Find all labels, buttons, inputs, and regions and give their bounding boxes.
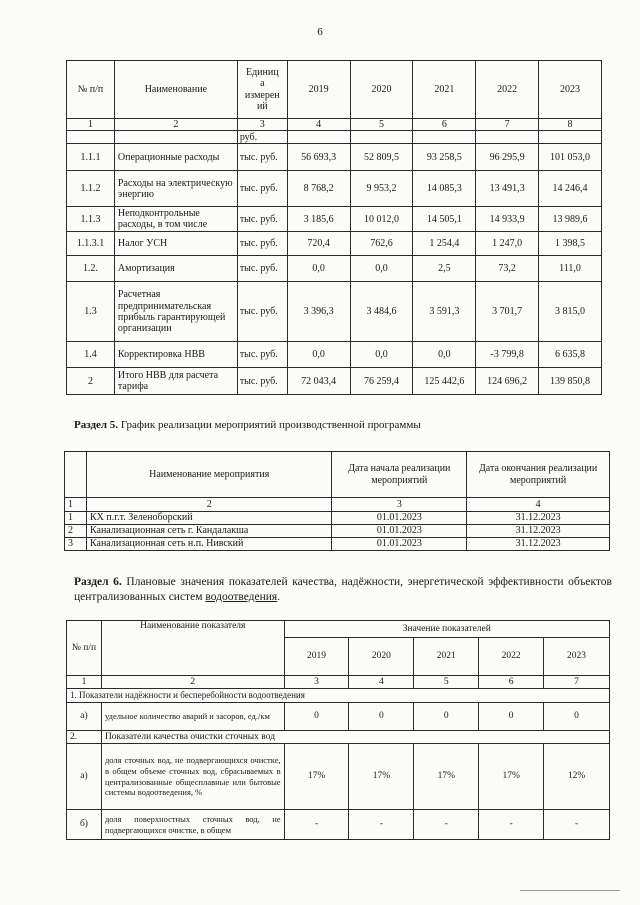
value-2023: 0 [544,703,610,731]
row-name [114,131,237,144]
row-num: 2 [67,368,115,395]
col-number: 7 [476,119,539,131]
col-number: 8 [539,119,602,131]
table-header-row [67,621,610,638]
value-2019: 0,0 [287,342,350,368]
row-num: 2 [65,525,87,538]
section-6-title-underlined: водоотведения [205,590,278,603]
value-2021: 0,0 [413,342,476,368]
value-2019: 8 768,2 [287,171,350,207]
value-2022: 73,2 [476,256,539,282]
value-2020: 0,0 [350,256,413,282]
value-2023: 139 850,8 [539,368,602,395]
value-2020: 0,0 [350,342,413,368]
header-cell-unit [237,61,287,119]
row-num: 1.2. [67,256,115,282]
col-number: 3 [237,119,287,131]
column-number-row [65,498,610,512]
col-number: 4 [349,676,414,689]
value-2020: 17% [349,744,414,810]
row-name: доля сточных вод, не подвергающихся очистке, в общем объеме сточных вод, сбрасываемых в централизованные общесплавные или бытовые системы водоотведения, % [101,744,284,810]
row-start-date: 01.01.2023 [332,538,467,551]
col-number: 4 [287,119,350,131]
row-name: Канализационная сеть г. Кандалакша [86,525,331,538]
col-number: 2 [114,119,237,131]
schedule-table [64,451,610,551]
row-num: 1.3 [67,282,115,342]
value-2019: 3 396,3 [287,282,350,342]
value-2019: 3 185,6 [287,207,350,232]
row-unit: тыс. руб. [237,232,287,256]
section-1-title: 1. Показатели надёжности и бесперебойности водоотведения [67,689,610,703]
row-unit: тыс. руб. [237,256,287,282]
value-2022: 13 491,3 [476,171,539,207]
col-number: 3 [284,676,349,689]
table-row [67,810,610,840]
value-2021 [413,131,476,144]
table-row [67,703,610,731]
value-2022: 14 933,9 [476,207,539,232]
year-cell: 2023 [544,638,610,676]
value-2021: 1 254,4 [413,232,476,256]
row-num: 1.1.3 [67,207,115,232]
value-2023: 6 635,8 [539,342,602,368]
row-name: Канализационная сеть н.п. Нивский [86,538,331,551]
header-unit-line: Единиц [245,67,279,79]
header-cell: Дата начала реализации мероприятий [332,452,467,498]
header-cell: Наименование мероприятия [86,452,331,498]
value-2022: 0 [479,703,544,731]
value-2023: 111,0 [539,256,602,282]
table-row [65,525,610,538]
value-2023: 101 053,0 [539,144,602,171]
table-row [65,512,610,525]
value-2019: 72 043,4 [287,368,350,395]
header-cell: 2023 [539,61,602,119]
col-number: 7 [544,676,610,689]
value-2022: - [479,810,544,840]
value-2021: 0 [414,703,479,731]
row-num: а) [67,703,102,731]
value-2019: 720,4 [287,232,350,256]
col-number: 5 [414,676,479,689]
value-2019: 17% [284,744,349,810]
column-number-row [67,676,610,689]
value-2022: 1 247,0 [476,232,539,256]
col-number: 6 [479,676,544,689]
section-2-num: 2. [67,731,102,744]
header-cell: Наименование [114,61,237,119]
header-cell: 2021 [413,61,476,119]
row-start-date: 01.01.2023 [332,525,467,538]
row-name: Расчетная предпринимательская прибыль гарантирующей организации [114,282,237,342]
section-row [67,689,610,703]
row-name: Амортизация [114,256,237,282]
table-row [67,342,602,368]
header-cell: Дата окончания реализации мероприятий [467,452,610,498]
row-name: Расходы на электрическую энергию [114,171,237,207]
value-2023: 13 989,6 [539,207,602,232]
col-number: 2 [101,676,284,689]
value-2021: 17% [414,744,479,810]
col-number: 3 [332,498,467,512]
header-cell: 2022 [476,61,539,119]
table-row [67,744,610,810]
row-name: доля поверхностных сточных вод, не подвергающихся очистке, в общем [101,810,284,840]
value-2023: 3 815,0 [539,282,602,342]
value-2023: 1 398,5 [539,232,602,256]
row-end-date: 31.12.2023 [467,538,610,551]
value-2021: 93 258,5 [413,144,476,171]
value-2023: - [544,810,610,840]
col-number: 1 [67,676,102,689]
year-cell: 2019 [284,638,349,676]
row-end-date: 31.12.2023 [467,512,610,525]
header-cell-values: Значение показателей [284,621,609,638]
row-name: КХ п.г.т. Зеленоборский [86,512,331,525]
table-row-total [67,368,602,395]
row-name: Корректировка НВВ [114,342,237,368]
row-unit: тыс. руб. [237,207,287,232]
col-number: 1 [65,498,87,512]
value-2021: 14 085,3 [413,171,476,207]
value-2020: 52 809,5 [350,144,413,171]
value-2022: 124 696,2 [476,368,539,395]
section-6-heading [74,575,612,605]
col-number: 1 [67,119,115,131]
col-number: 6 [413,119,476,131]
row-unit: тыс. руб. [237,342,287,368]
section-5-heading [74,418,614,432]
table-row [67,256,602,282]
table-row [67,144,602,171]
row-name: Неподконтрольные расходы, в том числе [114,207,237,232]
row-num: 1.1.3.1 [67,232,115,256]
row-unit: тыс. руб. [237,282,287,342]
table-row [67,282,602,342]
row-unit: тыс. руб. [237,144,287,171]
header-cell [65,452,87,498]
value-2023: 12% [544,744,610,810]
row-num: а) [67,744,102,810]
row-name: Итого НВВ для расчета тарифа [114,368,237,395]
section-6-title-end: . [277,590,281,603]
year-cell: 2021 [414,638,479,676]
table-row [65,538,610,551]
header-cell: № п/п [67,61,115,119]
row-unit: руб. [237,131,287,144]
value-2022: 96 295,9 [476,144,539,171]
value-2023: 14 246,4 [539,171,602,207]
year-cell: 2022 [479,638,544,676]
row-name: Налог УСН [114,232,237,256]
value-2021: 2,5 [413,256,476,282]
row-num: 1.4 [67,342,115,368]
year-cell: 2020 [349,638,414,676]
value-2020: 9 953,2 [350,171,413,207]
table-row [67,171,602,207]
row-num: 1.1.1 [67,144,115,171]
section-6-title: Плановые значения показателей качества, надёжности, энергетической эффективности объектов централизованных систем [74,576,612,603]
header-unit-line: ий [256,100,268,112]
header-cell: 2019 [287,61,350,119]
col-number: 2 [86,498,331,512]
section-2-title: Показатели качества очистки сточных вод [101,731,609,744]
row-num [67,131,115,144]
row-num: 3 [65,538,87,551]
row-num: б) [67,810,102,840]
table-header-row [67,61,602,119]
indicators-table [66,620,610,840]
table-header-row [65,452,610,498]
row-name: Операционные расходы [114,144,237,171]
value-2020: 10 012,0 [350,207,413,232]
value-2019: 56 693,3 [287,144,350,171]
value-2022: 3 701,7 [476,282,539,342]
value-2021: 3 591,3 [413,282,476,342]
budget-table [66,60,602,395]
value-2022 [476,131,539,144]
value-2020 [350,131,413,144]
page-number: 6 [317,26,323,38]
header-cell: 2020 [350,61,413,119]
table-row [67,207,602,232]
value-2021: - [414,810,479,840]
value-2022: -3 799,8 [476,342,539,368]
row-end-date: 31.12.2023 [467,525,610,538]
row-unit: тыс. руб. [237,368,287,395]
footer-rule [520,890,620,891]
value-2019: 0 [284,703,349,731]
header-cell-name: Наименование показателя [101,621,284,676]
row-num: 1.1.2 [67,171,115,207]
row-unit: тыс. руб. [237,171,287,207]
value-2022: 17% [479,744,544,810]
value-2019 [287,131,350,144]
header-unit-line: а [260,78,265,90]
value-2023 [539,131,602,144]
table-row [67,131,602,144]
table-row [67,232,602,256]
row-name: удельное количество аварий и засоров, ед./км [101,703,284,731]
section-6-label: Раздел 6. [74,576,122,588]
row-start-date: 01.01.2023 [332,512,467,525]
value-2020: 76 259,4 [350,368,413,395]
section-row [67,731,610,744]
value-2020: 0 [349,703,414,731]
header-unit-line: измерен [244,89,280,101]
value-2021: 14 505,1 [413,207,476,232]
value-2020: 762,6 [350,232,413,256]
section-5-label: Раздел 5. [74,419,119,431]
column-number-row [67,119,602,131]
row-num: 1 [65,512,87,525]
value-2019: - [284,810,349,840]
value-2020: 3 484,6 [350,282,413,342]
value-2019: 0,0 [287,256,350,282]
section-5-title: График реализации мероприятий производственной программы [120,419,421,431]
col-number: 5 [350,119,413,131]
value-2020: - [349,810,414,840]
value-2021: 125 442,6 [413,368,476,395]
col-number: 4 [467,498,610,512]
header-cell-num: № п/п [67,621,102,676]
